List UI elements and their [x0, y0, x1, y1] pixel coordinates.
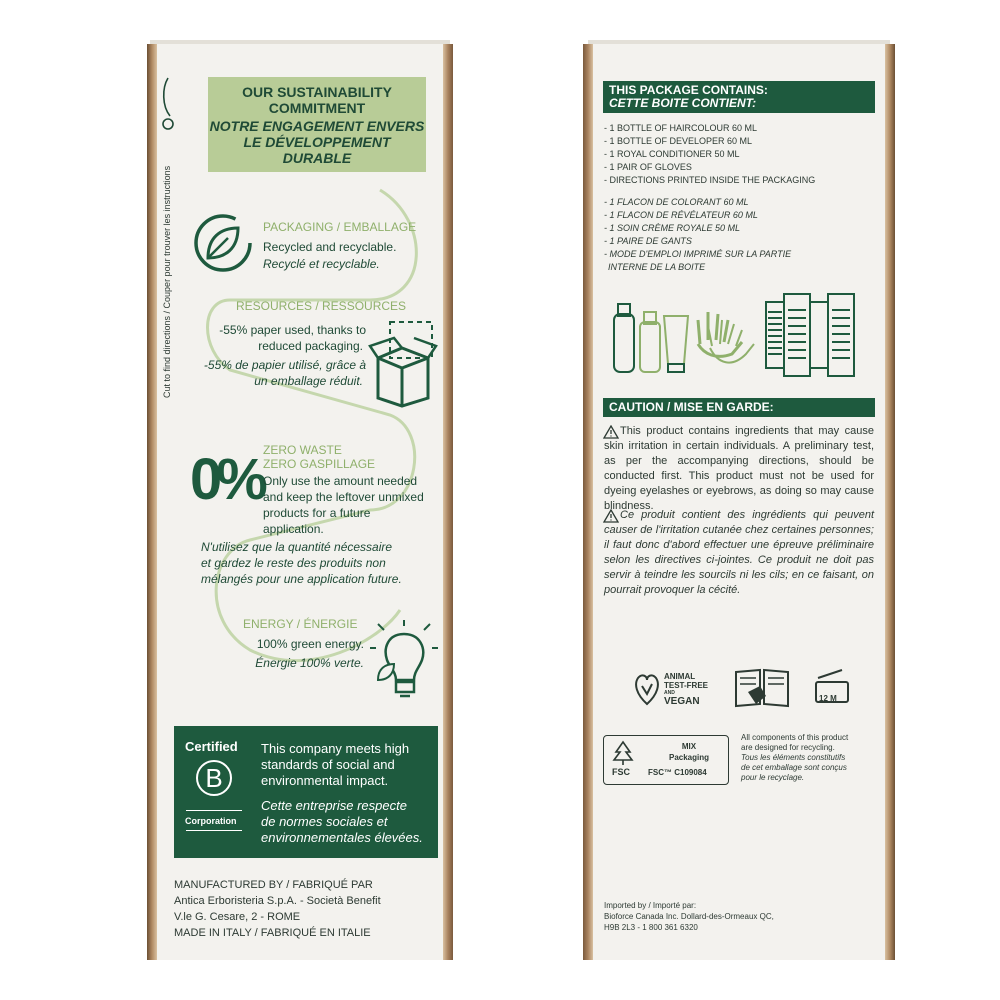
sustainability-header: [208, 77, 426, 172]
list-item: - DIRECTIONS PRINTED INSIDE THE PACKAGING: [604, 175, 816, 185]
contents-title-fr: CETTE BOITE CONTIENT:: [609, 96, 757, 110]
colour-bottle-icon: [614, 304, 634, 372]
recycle-note-fr-2: de cet emballage sont conçus: [741, 763, 847, 772]
header-title-fr-1: NOTRE ENGAGEMENT ENVERS: [209, 118, 425, 134]
corporation-label: Corporation: [185, 816, 237, 826]
header-title-fr-2: LE DÉVELOPPEMENT DURABLE: [243, 134, 391, 166]
list-item: - 1 PAIRE DE GANTS: [604, 236, 692, 246]
list-item: - MODE D'EMPLOI IMPRIMÉ SUR LA PARTIE: [604, 249, 792, 259]
fsc-mix: MIX: [681, 742, 697, 751]
resources-text-en-2: reduced packaging.: [258, 339, 363, 353]
bcorp-text-fr-3: environnementales élevées.: [261, 830, 423, 845]
conditioner-tube-icon: [664, 316, 688, 372]
recycle-leaf-icon: [190, 210, 256, 276]
recycle-note-fr-1: Tous les éléments constitutifs: [741, 753, 846, 762]
kraft-edge-left: [147, 44, 157, 960]
importer-info: [604, 900, 774, 933]
zero-waste-label-fr: ZERO GASPILLAGE: [263, 457, 376, 471]
energy-label: ENERGY / ÉNERGIE: [243, 617, 358, 631]
bcorp-text-fr-1: Cette entreprise respecte: [261, 798, 407, 813]
manufacturer-line-4: MADE IN ITALY / FABRIQUÉ EN ITALIE: [174, 927, 371, 939]
reduced-box-icon: [368, 318, 438, 410]
list-item: - 1 PAIR OF GLOVES: [604, 162, 692, 172]
list-item: INTERNE DE LA BOITE: [608, 262, 706, 272]
zero-waste-en-3: products for a future: [263, 506, 371, 520]
contents-title-en: THIS PACKAGE CONTAINS:: [609, 83, 768, 97]
read-instructions-booklet-icon: [734, 668, 790, 708]
importer-line-3: H9B 2L3 - 1 800 361 6320: [604, 923, 698, 932]
energy-text-en: 100% green energy.: [256, 637, 364, 651]
developer-bottle-icon: [640, 312, 660, 372]
badge-line: TEST-FREE: [664, 681, 709, 690]
resources-text-fr-1: -55% de papier utilisé, grâce à: [203, 358, 366, 372]
bcorp-text-en-1: This company meets high: [261, 741, 410, 756]
fsc-logo-text: FSC: [612, 767, 630, 777]
zero-waste-fr-3: mélangés pour une application future.: [201, 572, 402, 586]
fsc-label-box: [603, 735, 729, 785]
badge-line: VEGAN: [664, 696, 700, 707]
resources-text-fr-2: un emballage réduit.: [254, 374, 363, 388]
kit-contents-illustration: [608, 284, 868, 378]
fsc-packaging: Packaging: [668, 753, 709, 762]
badge-line: AND: [664, 690, 675, 696]
kraft-edge-right-panel-left: [583, 44, 593, 960]
gloves-icon: [698, 312, 754, 363]
pao-label: 12 M: [819, 694, 837, 703]
fsc-code: FSC™ C109084: [648, 768, 707, 777]
fsc-tree-icon: [610, 740, 636, 766]
zero-waste-en-1: Only use the amount needed: [263, 474, 418, 488]
zero-waste-label-en: ZERO WASTE: [263, 443, 342, 457]
manufacturer-line-3: V.le G. Cesare, 2 - ROME: [174, 911, 301, 923]
recycle-note-en-1: All components of this product: [741, 733, 849, 742]
recycle-note: [741, 733, 848, 783]
resources-text-en-1: -55% paper used, thanks to: [219, 323, 366, 337]
badge-line: ANIMAL: [664, 672, 696, 681]
list-item: - 1 ROYAL CONDITIONER 50 ML: [604, 149, 740, 159]
zero-waste-en-2: and keep the leftover unmixed: [263, 490, 424, 504]
certified-label: Certified: [185, 739, 238, 754]
animal-test-free-badge: [664, 672, 708, 708]
packaging-text-fr: Recyclé et recyclable.: [263, 257, 380, 271]
unfolded-box-icon: [766, 294, 854, 376]
bcorp-text-en-3: environmental impact.: [261, 773, 389, 788]
list-item: - 1 FLACON DE COLORANT 60 ML: [604, 197, 749, 207]
packaging-label: PACKAGING / EMBALLAGE: [263, 220, 417, 234]
vegan-heart-leaf-icon: [632, 670, 662, 708]
b-corp-certification-block: [174, 726, 438, 858]
list-item: - 1 FLACON DE RÉVÉLATEUR 60 ML: [604, 210, 758, 220]
caution-text-en: This product contains ingredients that may cause skin irritation in certain individuals. A preliminary test, as per the accompanying directions, should be conducted first. This product must not be used for dyeing eyelashes or eyebrows, as doing so may cause blindness.: [604, 425, 874, 512]
lightbulb-leaf-icon: [370, 620, 438, 702]
list-item: - 1 BOTTLE OF DEVELOPER 60 ML: [604, 136, 753, 146]
zero-waste-fr-2: et gardez le reste des produits non: [201, 556, 386, 570]
fsc-mix-text: [654, 741, 724, 763]
energy-text-fr: Énergie 100% verte.: [255, 656, 364, 670]
list-item: - 1 BOTTLE OF HAIRCOLOUR 60 ML: [604, 123, 758, 133]
recycle-note-en-2: are designed for recycling.: [741, 743, 835, 752]
zero-waste-en-4: application.: [263, 522, 324, 536]
importer-line-1: Imported by / Importé par:: [604, 901, 697, 910]
bcorp-text-en-2: standards of social and: [261, 757, 395, 772]
zero-waste-fr-1: N'utilisez que la quantité nécessaire: [201, 540, 393, 554]
recycle-note-fr-3: pour le recyclage.: [741, 773, 805, 782]
bcorp-text-fr-2: de normes sociales et: [261, 814, 388, 829]
kraft-edge-left-panel-right: [443, 44, 453, 960]
scissors-icon: [158, 76, 178, 136]
caution-text-fr: Ce produit contient des ingrédients qui peuvent causer de l'irritation cutanée chez certaines personnes; il faut donc d'abord effectuer une épreuve préliminaire selon les directives ci-jointes. Ce produit ne doit pas servir à teindre les sourcils ni les cils; en ce faisant, on pourrait provoquer la cécité.: [604, 509, 874, 596]
header-title-en-1: OUR SUSTAINABILITY: [242, 84, 392, 100]
list-item: - 1 SOIN CRÈME ROYALE 50 ML: [604, 223, 741, 233]
caution-header: CAUTION / MISE EN GARDE:: [603, 398, 875, 417]
contents-header: [603, 81, 875, 113]
b-corp-logo: B: [196, 760, 232, 796]
kraft-edge-right: [885, 44, 895, 960]
zero-percent-mark: 0%: [190, 447, 262, 512]
header-title-en-2: COMMITMENT: [268, 100, 366, 116]
cut-here-note: Cut to find directions / Couper pour trouver les instructions: [162, 165, 172, 398]
manufacturer-line-2: Antica Erboristeria S.p.A. - Società Benefit: [174, 895, 381, 907]
contents-list-fr: [604, 196, 791, 274]
packaging-text-en: Recycled and recyclable.: [263, 240, 397, 254]
resources-label: RESOURCES / RESSOURCES: [236, 299, 407, 313]
manufacturer-line-1: MANUFACTURED BY / FABRIQUÉ PAR: [174, 879, 373, 891]
importer-line-2: Bioforce Canada Inc. Dollard-des-Ormeaux QC,: [604, 912, 774, 921]
contents-list-en: [604, 122, 815, 187]
